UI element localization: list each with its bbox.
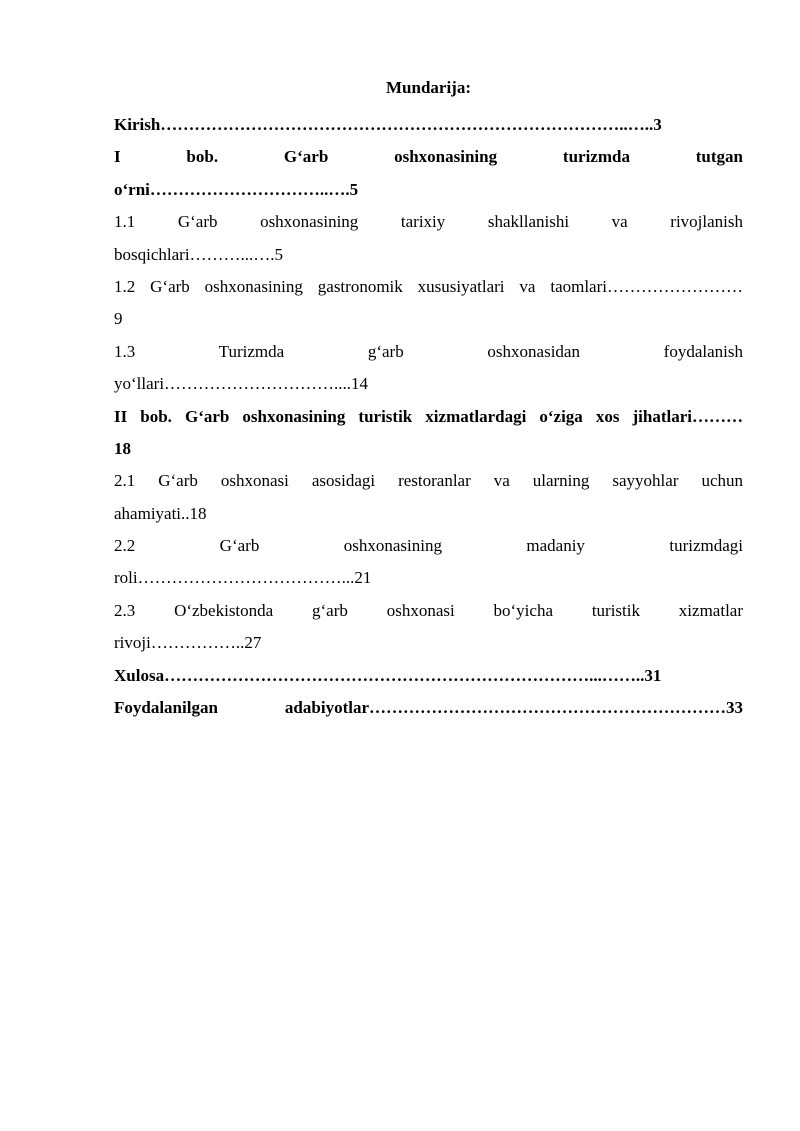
- toc-line: Foydalanilgan adabiyotlar………………………………………………………33: [114, 698, 743, 718]
- toc-line: rivoji……………..27: [114, 633, 262, 653]
- toc-line: ahamiyati..18: [114, 503, 207, 523]
- toc-line: 2.1 G‘arb oshxonasi asosidagi restoranlar va ularning sayyohlar uchun: [114, 471, 743, 491]
- toc-entry-chapter-1: [114, 141, 743, 206]
- toc-line: o‘rni…………………………..….5: [114, 179, 359, 199]
- toc-line: 2.2 G‘arb oshxonasining madaniy turizmdagi: [114, 536, 743, 556]
- table-of-contents: [114, 76, 743, 724]
- toc-entry-kirish: [114, 109, 743, 141]
- page-title: Mundarija:: [386, 78, 471, 97]
- toc-line: Xulosa…………………………………………………………………...……..31: [114, 665, 662, 685]
- toc-line: 1.3 Turizmda g‘arb oshxonasidan foydalanish: [114, 341, 743, 361]
- toc-line: I bob. G‘arb oshxonasining turizmda tutgan: [114, 147, 743, 167]
- toc-entry-xulosa: [114, 660, 743, 692]
- toc-entry-section-1-3: [114, 336, 743, 401]
- toc-line: 2.3 O‘zbekistonda g‘arb oshxonasi bo‘yicha turistik xizmatlar: [114, 600, 743, 620]
- toc-line: 9: [114, 309, 123, 329]
- toc-line: 1.2 G‘arb oshxonasining gastronomik xususiyatlari va taomlari……………………: [114, 276, 743, 296]
- toc-entry-section-1-2: [114, 271, 743, 336]
- toc-entry-chapter-2: [114, 401, 743, 466]
- toc-entry-section-1-1: [114, 206, 743, 271]
- toc-line: yo‘llari…………………………....14: [114, 374, 369, 394]
- toc-entry-section-2-3: [114, 595, 743, 660]
- toc-line: roli………………………………...21: [114, 568, 372, 588]
- toc-entry-section-2-1: [114, 465, 743, 530]
- toc-line: Kirish………………………………………………………………………..…..3: [114, 115, 662, 134]
- toc-line: 18: [114, 438, 131, 458]
- toc-line: bosqichlari………...….5: [114, 244, 284, 264]
- toc-line: 1.1 G‘arb oshxonasining tarixiy shakllanishi va rivojlanish: [114, 212, 743, 232]
- toc-entry-adabiyotlar: [114, 692, 743, 724]
- toc-entry-section-2-2: [114, 530, 743, 595]
- toc-line: II bob. G‘arb oshxonasining turistik xizmatlardagi o‘ziga xos jihatlari………: [114, 406, 743, 426]
